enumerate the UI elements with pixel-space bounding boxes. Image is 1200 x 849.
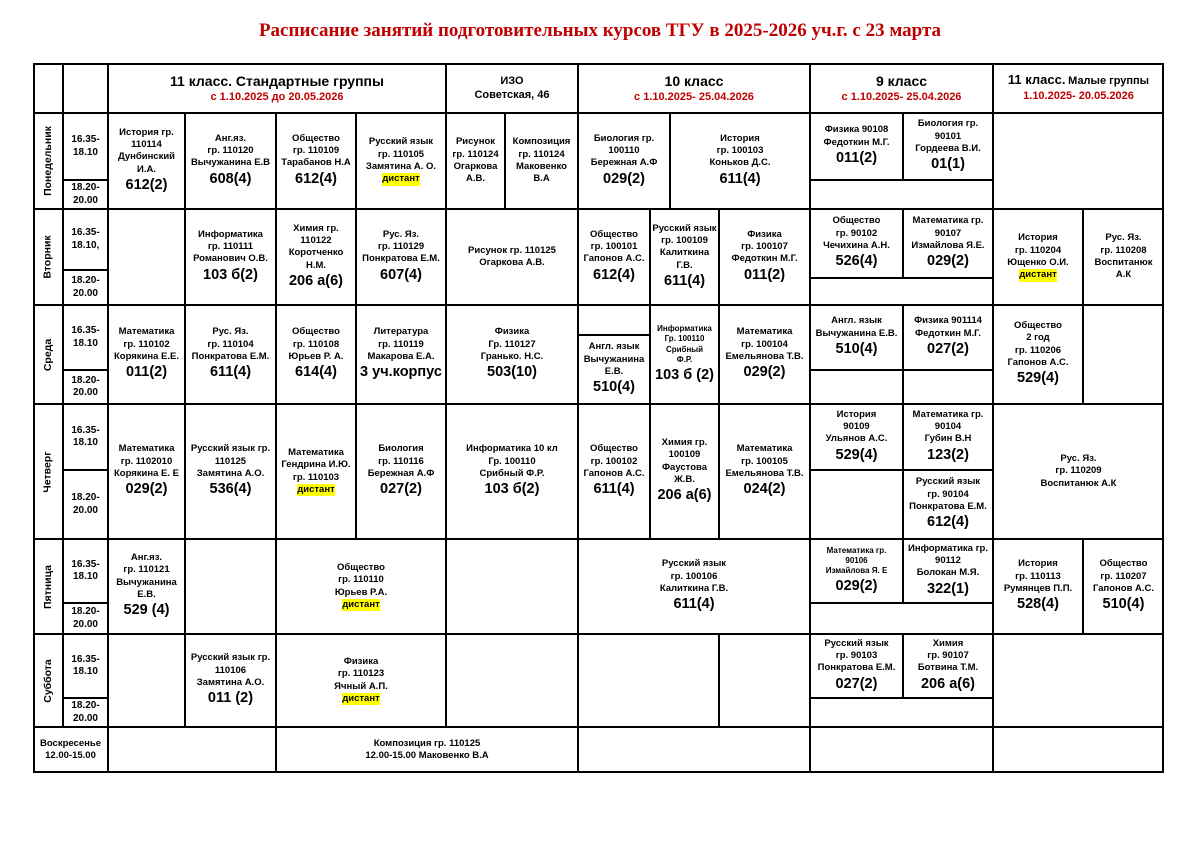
lesson-cell [810,539,903,603]
empty-cell [719,634,810,727]
lesson-cell [903,209,993,278]
time-slot-second [63,370,108,404]
day-label [33,404,63,539]
time-slot-first [63,305,108,370]
lesson-text: Рус. Яз. гр. 110104 Понкратова Е.М. [191,326,270,362]
lesson-text: Математика гр. 90106 Измайлова Я. Е [825,545,888,576]
lesson-text: Русский язык гр. 110106 Замятина А.О. [190,652,271,688]
header-grade-11-small [993,63,1164,113]
lesson-cell [650,404,719,539]
room-number: 607(4) [380,266,422,283]
group-name: 11 класс. Стандартные группы [170,72,384,89]
lesson-text: Рус. Яз. гр. 110129 Понкратова Е.М. [362,228,440,265]
empty-cell [446,634,578,727]
time-text: 18.20- 20.00 [71,275,100,299]
room-number: 612(4) [927,514,969,531]
lesson-text: Рус. Яз. гр. 110209 Воспитанюк А.К [1040,452,1117,489]
empty-cell [578,727,810,773]
lesson-text: Математика гр. 90104 Губин В.Н [912,408,984,445]
day-name: Пятница [42,564,55,609]
day-label [33,305,63,404]
lesson-cell [185,113,276,209]
empty-cell [185,539,276,634]
lesson-text: Физика 90108 Федоткин М.Г. [823,124,890,148]
group-name-part: Малые группы [1068,75,1150,88]
lesson-text: Общество гр. 110207 Гапонов А.С. [1092,558,1155,594]
day-label [33,113,63,209]
lesson-text: Химия гр. 90107 Ботвина Т.М. [917,637,979,674]
empty-cell [108,634,185,727]
lesson-text: Русский язык гр. 110105 Замятина А. О. [365,136,437,172]
lesson-text: Общество 2 год гр. 110206 Гапонов А.С. [1007,320,1069,369]
room-number: 510(4) [835,341,878,358]
lesson-cell [185,404,276,539]
lesson-cell [903,470,993,539]
time-slot-first [63,404,108,470]
lesson-text: Биология гр. 100110 Бережная А.Ф [590,132,658,169]
room-number: 529(4) [835,446,878,463]
time-slot-first [63,209,108,270]
empty-cell [108,727,276,773]
room-number: 011(2) [125,364,168,381]
lesson-text: Общество гр. 100101 Гапонов А.С. [583,228,645,265]
group-period: с 1.10.2025 до 20.05.2026 [210,90,344,103]
time-slot-second [63,603,108,634]
lesson-text: Общество гр. 100102 Гапонов А.С. [583,443,645,479]
room-number: 611(4) [673,596,715,613]
lesson-text: Информатика гр. 110111 Романович О.В. [193,228,268,265]
empty-cell [993,727,1164,773]
day-label [33,539,63,634]
room-number: 01(1) [931,156,965,173]
lesson-text: Химия гр. 110122 Коротченко Н.М. [288,222,344,271]
lesson-text: Физика 901114 Федоткин М.Г. [914,315,982,339]
lesson-cell [650,305,719,404]
sunday-label [33,727,108,773]
day-name: Суббота [42,658,54,703]
room-number: 103 б (2) [655,366,714,383]
room-number: 503(10) [487,364,537,381]
lesson-text: Общество гр. 110110 Юрьев Р.А. [334,561,388,598]
empty-cell [993,634,1164,727]
lesson-text: Рисунок гр. 110124 Огаркова А.В. [452,136,499,185]
empty-cell [810,470,903,539]
room-number: 611(4) [663,272,706,289]
lesson-text: Физика гр. 110123 Ячный А.П. [334,655,388,692]
time-slot-second [63,698,108,727]
lesson-cell [578,113,670,209]
lesson-cell [276,539,446,634]
empty-cell [1083,305,1164,404]
day-name: Среда [42,338,54,371]
room-number: 536(4) [209,481,252,498]
time-slot-first [63,113,108,180]
group-name [1008,72,1149,89]
lesson-text: Рус. Яз. гр. 110208 Воспитанюк А.К [1094,232,1153,281]
page-title: Расписание занятий подготовительных курсов ТГУ в 2025-2026 уч.г. с 23 марта [258,20,942,41]
time-text: 12.00-15.00 [45,750,96,761]
room-number: 528(4) [1017,596,1059,613]
room-number: 206 а(6) [657,487,712,504]
time-text: 18.20- 20.00 [71,182,100,206]
header-time-corner [63,63,108,113]
lesson-cell [810,113,903,180]
lesson-cell [356,113,446,209]
lesson-cell [276,113,356,209]
lesson-text: Биология гр. 90101 Гордеева В.И. [915,118,981,154]
lesson-cell [108,539,185,634]
distance-badge: дистант [382,173,420,185]
day-name: Понедельник [42,126,55,196]
room-number: 612(4) [295,170,337,187]
lesson-cell [993,305,1083,404]
group-place: Советская, 46 [474,89,550,101]
room-number: 123(2) [927,446,969,463]
room-number: 206 а(6) [920,675,975,692]
lesson-cell [356,209,446,305]
lesson-text: Математика гр. 110102 Корякина Е.Е. [113,326,180,362]
lesson-cell [578,335,650,404]
empty-cell [446,539,578,634]
day-name: Вторник [42,235,55,279]
lesson-cell [185,305,276,404]
lesson-cell [578,539,810,634]
room-number: 027(2) [927,341,969,358]
empty-cell [578,634,719,727]
lesson-cell [993,209,1083,305]
group-period: 1.10.2025- 20.05.2026 [1023,90,1134,103]
lesson-cell [578,404,650,539]
time-slot-second [63,270,108,305]
room-number: 011(2) [835,150,878,167]
lesson-text: Рисунок гр. 110125 Огаркова А.В. [468,244,556,268]
group-name: ИЗО [500,74,524,87]
empty-cell [810,370,903,404]
lesson-text: Композиция гр. 110124 Маковенко В.А [512,136,571,185]
room-number: 029(2) [927,253,969,270]
time-text: 16.35- 18.10 [71,134,100,158]
room-number: 011 (2) [207,690,254,707]
lesson-cell [446,209,578,305]
time-text: 16.35- 18.10 [71,653,100,677]
lesson-cell [903,305,993,370]
lesson-cell [993,404,1164,539]
lesson-cell [356,404,446,539]
lesson-cell [810,305,903,370]
group-period: с 1.10.2025- 25.04.2026 [634,90,754,103]
lesson-text: Русский язык гр. 90103 Понкратова Е.М. [817,637,896,674]
header-corner [33,63,63,113]
empty-cell [578,305,650,335]
lesson-text: Композиция гр. 110125 12.00-15.00 Маковенко В.А [365,737,489,761]
lesson-cell [810,634,903,698]
lesson-cell [276,404,356,539]
header-grade-11 [108,63,446,113]
lesson-cell [719,404,810,539]
lesson-text: Общество гр. 110108 Юрьев Р. А. [288,326,344,362]
header-grade-9 [810,63,993,113]
room-number: 322(1) [927,580,969,597]
group-period: с 1.10.2025- 25.04.2026 [841,90,962,103]
time-text: 16.35- 18.10, [71,227,100,251]
lesson-cell [446,404,578,539]
lesson-cell [719,209,810,305]
lesson-cell [578,209,650,305]
room-number: 611(4) [209,364,252,381]
lesson-text: Англ. язык Вычужанина Е.В. [815,315,898,339]
lesson-cell [670,113,810,209]
time-text: 18.20- 20.00 [71,700,100,724]
room-number: 3 уч.корпус [360,364,442,381]
time-text: 18.20- 20.00 [71,492,100,516]
time-slot-second [63,180,108,209]
distance-badge: дистант [342,692,380,704]
room-number: 027(2) [380,481,422,498]
group-name: 10 класс [664,72,724,89]
lesson-text: Биология гр. 110116 Бережная А.Ф [367,443,435,479]
lesson-text: Анг.яз. гр. 110121 Вычужанина Е.В. [116,552,177,601]
room-number: 611(4) [719,170,761,187]
room-number: 103 б(2) [203,266,258,283]
time-text: 18.20- 20.00 [71,374,100,398]
lesson-text: Математика Гендрина И.Ю. гр. 110103 [281,446,351,483]
lesson-cell [108,404,185,539]
lesson-text: Анг.яз. гр. 110120 Вычужанина Е.В [190,132,271,169]
room-number: 027(2) [835,675,878,692]
room-number: 029(2) [125,481,168,498]
time-text: 18.20- 20.00 [71,606,100,630]
day-label [33,209,63,305]
lesson-cell [903,404,993,470]
room-number: 612(2) [125,176,168,193]
lesson-text: Физика Гр. 110127 Гранько. Н.С. [480,326,544,362]
distance-badge: дистант [297,483,335,495]
lesson-cell [993,539,1083,634]
lesson-cell [810,404,903,470]
distance-badge: дистант [1019,269,1057,281]
room-number: 612(4) [593,266,635,283]
room-number: 529 (4) [123,602,170,619]
lesson-cell [1083,209,1164,305]
lesson-cell [276,727,578,773]
lesson-text: Информатика Гр. 100110 Срибный Ф.Р. [657,323,712,365]
empty-cell [810,698,993,727]
lesson-text: История гр. 110113 Румянцев П.П. [1003,558,1073,594]
lesson-text: История гр. 100103 Коньков Д.С. [709,132,771,169]
lesson-cell [276,305,356,404]
room-number: 029(2) [743,364,786,381]
lesson-text: Общество гр. 90102 Чечихина А.Н. [823,215,890,251]
lesson-text: Химия гр. 100109 Фаустова Ж.В. [661,437,708,486]
room-number: 206 а(6) [288,272,343,289]
day-name: Четверг [42,450,55,493]
lesson-cell [185,634,276,727]
empty-cell [903,370,993,404]
lesson-cell [108,305,185,404]
header-grade-10 [578,63,810,113]
room-number: 510(4) [1102,596,1145,613]
lesson-text: Математика гр. 1102010 Корякина Е. Е [113,443,180,479]
lesson-text: Математика гр. 90107 Измайлова Я.Е. [911,215,985,251]
header-izo [446,63,578,113]
lesson-text: Литература гр. 110119 Макарова Е.А. [367,326,435,362]
lesson-text: Информатика гр. 90112 Болокан М.Я. [908,542,988,579]
lesson-cell [276,209,356,305]
room-number: 608(4) [209,170,252,187]
room-number: 614(4) [295,364,337,381]
lesson-cell [505,113,578,209]
lesson-text: Русский язык гр. 100109 Калиткина Г.В. [652,222,717,271]
lesson-text: Информатика 10 кл Гр. 100110 Срибный Ф.Р. [466,443,558,479]
lesson-cell [903,539,993,603]
lesson-cell [903,113,993,180]
room-number: 029(2) [603,170,645,187]
time-slot-first [63,539,108,603]
lesson-cell [650,209,719,305]
lesson-text: Русский язык гр. 100106 Калиткина Г.В. [659,558,729,594]
lesson-text: Русский язык гр. 90104 Понкратова Е.М. [909,476,987,512]
lesson-text: История 90109 Ульянов А.С. [825,408,888,445]
time-slot-first [63,634,108,698]
room-number: 029(2) [835,577,878,594]
time-text: 16.35- 18.10 [71,424,100,448]
time-slot-second [63,470,108,539]
time-text: 16.35- 18.10 [71,558,100,582]
empty-cell [810,278,993,305]
room-number: 024(2) [743,481,786,498]
lesson-cell [1083,539,1164,634]
room-number: 526(4) [835,253,878,270]
group-name-part: 11 класс. [1007,72,1066,88]
lesson-text: Физика гр. 100107 Федоткин М.Г. [731,228,798,265]
group-name: 9 класс [875,72,928,89]
time-text: 16.35- 18.10 [71,325,100,349]
empty-cell [810,180,993,209]
lesson-cell [719,305,810,404]
lesson-text: Математика гр. 100105 Емельянова Т.В. [725,443,804,479]
lesson-cell [185,209,276,305]
lesson-cell [446,113,505,209]
day-name: Воскресенье [40,737,101,749]
distance-badge: дистант [342,598,380,610]
lesson-text: История гр. 110114 Дунбинский И.А. [117,126,176,175]
lesson-cell [810,209,903,278]
lesson-cell [446,305,578,404]
empty-cell [108,209,185,305]
room-number: 011(2) [743,266,786,283]
lesson-cell [276,634,446,727]
lesson-cell [903,634,993,698]
empty-cell [810,727,993,773]
room-number: 611(4) [593,481,635,498]
empty-cell [810,603,993,634]
lesson-cell [108,113,185,209]
lesson-text: Общество гр. 110109 Тарабанов Н.А [281,132,351,169]
room-number: 103 б(2) [484,481,540,498]
lesson-text: История гр. 110204 Ющенко О.И. [1007,232,1069,268]
lesson-text: Математика гр. 100104 Емельянова Т.В. [725,326,804,362]
lesson-cell [356,305,446,404]
lesson-text: Англ. язык Вычужанина Е.В. [583,341,645,377]
day-label [33,634,63,727]
room-number: 510(4) [593,379,635,396]
lesson-text: Русский язык гр. 110125 Замятина А.О. [190,443,271,479]
empty-cell [993,113,1164,209]
room-number: 529(4) [1017,370,1059,387]
